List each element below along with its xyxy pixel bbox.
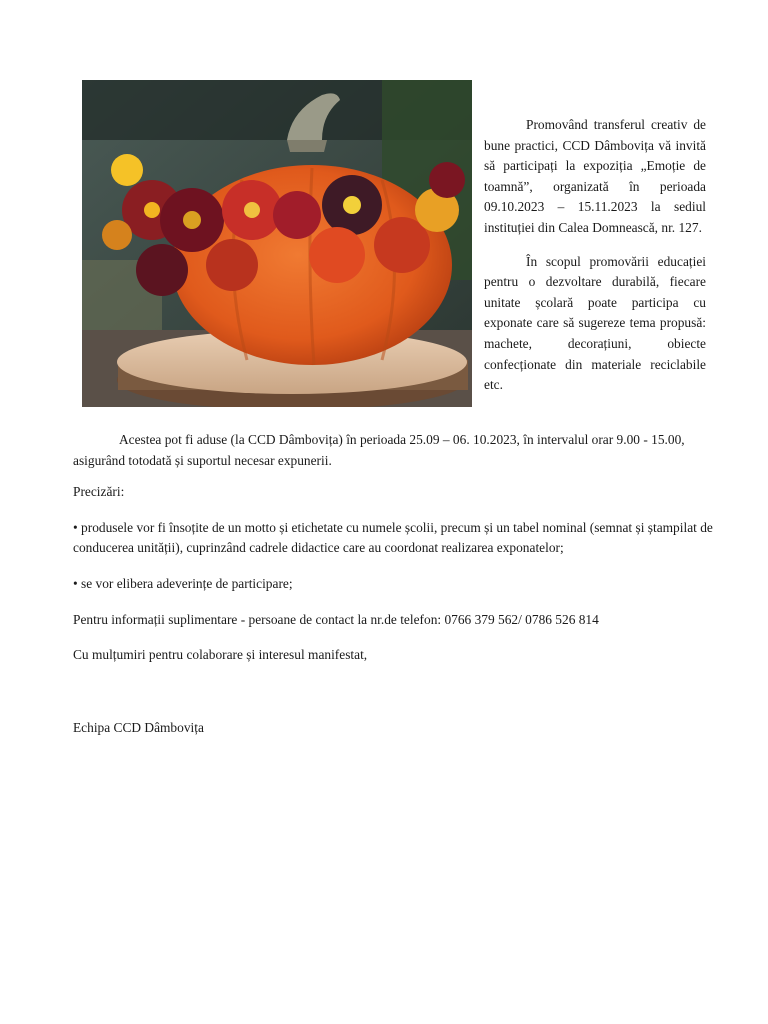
note-item-labeling: • produsele vor fi însoțite de un motto și etichetate cu numele școlii, precum și un tabel nominal (semnat și ștampilat de conducerea unității), cuprinzând cadrele didactice care au coordonat realizarea exponatelor; [73, 519, 713, 556]
contact-info: Pentru informații suplimentare - persoane de contact la nr.de telefon: 0766 379 562/ 0786 526 814 [73, 611, 599, 627]
pumpkin-flowers-illustration [82, 80, 472, 407]
signature: Echipa CCD Dâmbovița [73, 719, 204, 735]
letter-body [73, 430, 713, 738]
intro-paragraph-scope: În scopul promovării educației pentru o dezvoltare durabilă, fiecare unitate școlară poate participa cu exponate care să sugereze tema propusă: machete, decorațiuni, obiecte confecționate din materiale reciclabile etc. [484, 253, 706, 393]
intro-column [484, 115, 706, 409]
intro-paragraph-invitation: Promovând transferul creativ de bune practici, CCD Dâmbovița vă invită să participați la expoziția „Emoție de toamnă”, organizată în perioada 09.10.2023 – 15.11.2023 la sediul instituției din Calea Domnească, nr. 127. [484, 117, 706, 235]
notes-heading: Precizări: [73, 484, 125, 500]
note-item-certificates: • se vor elibera adeverințe de participare; [73, 575, 293, 591]
pumpkin-photo [82, 80, 472, 407]
thanks-line: Cu mulțumiri pentru colaborare și interesul manifestat, [73, 647, 368, 663]
delivery-paragraph: Acestea pot fi aduse (la CCD Dâmbovița) în perioada 25.09 – 06. 10.2023, în intervalul orar 9.00 - 15.00, asigurând totodată și suportul necesar expunerii. [73, 432, 685, 468]
